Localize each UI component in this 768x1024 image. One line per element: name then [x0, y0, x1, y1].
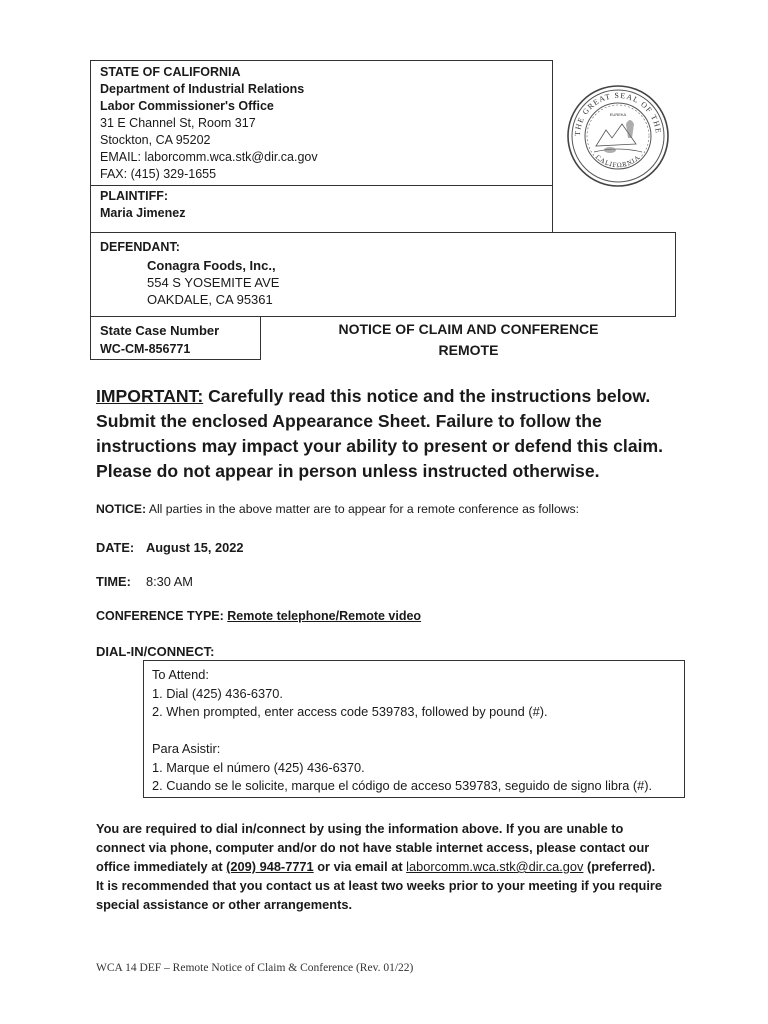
state-name: STATE OF CALIFORNIA	[100, 65, 241, 79]
date-label: DATE:	[96, 540, 135, 555]
dial-es-title: Para Asistir:	[152, 741, 221, 756]
plaintiff-name: Maria Jimenez	[100, 206, 186, 220]
california-seal	[566, 84, 670, 188]
important-text-2: Submit the enclosed Appearance Sheet. Failure to follow the	[96, 411, 602, 431]
important-notice	[96, 384, 696, 484]
important-text-1: Carefully read this notice and the instructions below.	[203, 386, 651, 406]
agency-fax: FAX: (415) 329-1655	[100, 167, 217, 181]
defendant-address-2: OAKDALE, CA 95361	[147, 292, 273, 307]
dial-en-title: To Attend:	[152, 667, 209, 682]
notice-title-line-1: NOTICE OF CLAIM AND CONFERENCE	[338, 321, 599, 337]
time-label: TIME:	[96, 574, 131, 589]
dial-in-box	[143, 660, 685, 798]
address-line-1: 31 E Channel St, Room 317	[100, 116, 256, 130]
notice-line	[96, 502, 579, 516]
dial-es-step-1: 1. Marque el número (425) 436-6370.	[152, 759, 365, 775]
office-name: Labor Commissioner's Office	[100, 99, 274, 113]
department-name: Department of Industrial Relations	[100, 82, 305, 96]
contact-line-2: connect via phone, computer and/or do not have stable internet access, please contact our	[96, 840, 650, 855]
contact-line-3b: or via email at	[313, 859, 407, 874]
case-number-label: State Case Number	[100, 323, 220, 338]
svg-text:THE GREAT SEAL OF THE STATE OF	[566, 84, 663, 137]
svg-text:CALIFORNIA	[594, 154, 642, 169]
plaintiff-label: PLAINTIFF:	[100, 189, 169, 203]
case-number-block	[90, 316, 261, 360]
defendant-name: Conagra Foods, Inc.,	[147, 258, 276, 273]
form-id: WCA 14 DEF – Remote Notice of Claim & Conference (Rev. 01/22)	[96, 962, 414, 974]
contact-line-3a: office immediately at	[96, 859, 227, 874]
defendant-label: DEFENDANT:	[100, 240, 180, 254]
dial-en-step-1: 1. Dial (425) 436-6370.	[152, 685, 283, 701]
office-email-link[interactable]: laborcomm.wca.stk@dir.ca.gov	[406, 859, 584, 874]
notice-title-block	[260, 316, 676, 360]
contact-line-3c: (preferred).	[583, 859, 656, 874]
plaintiff-block	[90, 185, 553, 233]
office-phone-link[interactable]: (209) 948-7771	[226, 859, 314, 874]
agency-block	[90, 60, 553, 186]
defendant-block	[90, 232, 676, 317]
seal-ring-text: THE GREAT SEAL OF THE	[572, 90, 664, 137]
important-text-3: instructions may impact your ability to present or defend this claim.	[96, 436, 664, 456]
time-row	[96, 574, 193, 589]
contact-paragraph	[96, 819, 696, 914]
contact-line-4: It is recommended that you contact us at least two weeks prior to your meeting if you require	[96, 878, 663, 893]
conference-type-label: CONFERENCE TYPE:	[96, 609, 224, 623]
address-line-2: Stockton, CA 95202	[100, 133, 211, 147]
important-label: IMPORTANT:	[96, 386, 204, 406]
dial-es-step-2: 2. Cuando se le solicite, marque el código de acceso 539783, seguido de signo libra (#).	[152, 778, 653, 793]
agency-email: EMAIL: laborcomm.wca.stk@dir.ca.gov	[100, 150, 318, 164]
notice-text: All parties in the above matter are to appear for a remote conference as follows:	[146, 502, 579, 516]
date-row	[96, 540, 244, 555]
contact-line-1: You are required to dial in/connect by using the information above. If you are unable to	[96, 821, 624, 836]
time-value: 8:30 AM	[146, 574, 193, 589]
seal-motto: EUREKA	[609, 112, 627, 117]
conference-type-row	[96, 609, 421, 623]
notice-label: NOTICE:	[96, 502, 147, 516]
important-text-4: Please do not appear in person unless instructed otherwise.	[96, 461, 600, 481]
defendant-address-1: 554 S YOSEMITE AVE	[147, 275, 280, 290]
dial-in-label: DIAL-IN/CONNECT:	[96, 644, 215, 659]
notice-title-line-2: REMOTE	[438, 342, 499, 358]
case-number-value: WC-CM-856771	[100, 342, 191, 356]
contact-line-5: special assistance or other arrangements.	[96, 897, 353, 912]
conference-type-value: Remote telephone/Remote video	[227, 609, 422, 623]
date-value: August 15, 2022	[146, 540, 244, 555]
seal-bottom-text: CALIFORNIA	[594, 153, 642, 169]
dial-en-step-2: 2. When prompted, enter access code 539783, followed by pound (#).	[152, 704, 548, 719]
